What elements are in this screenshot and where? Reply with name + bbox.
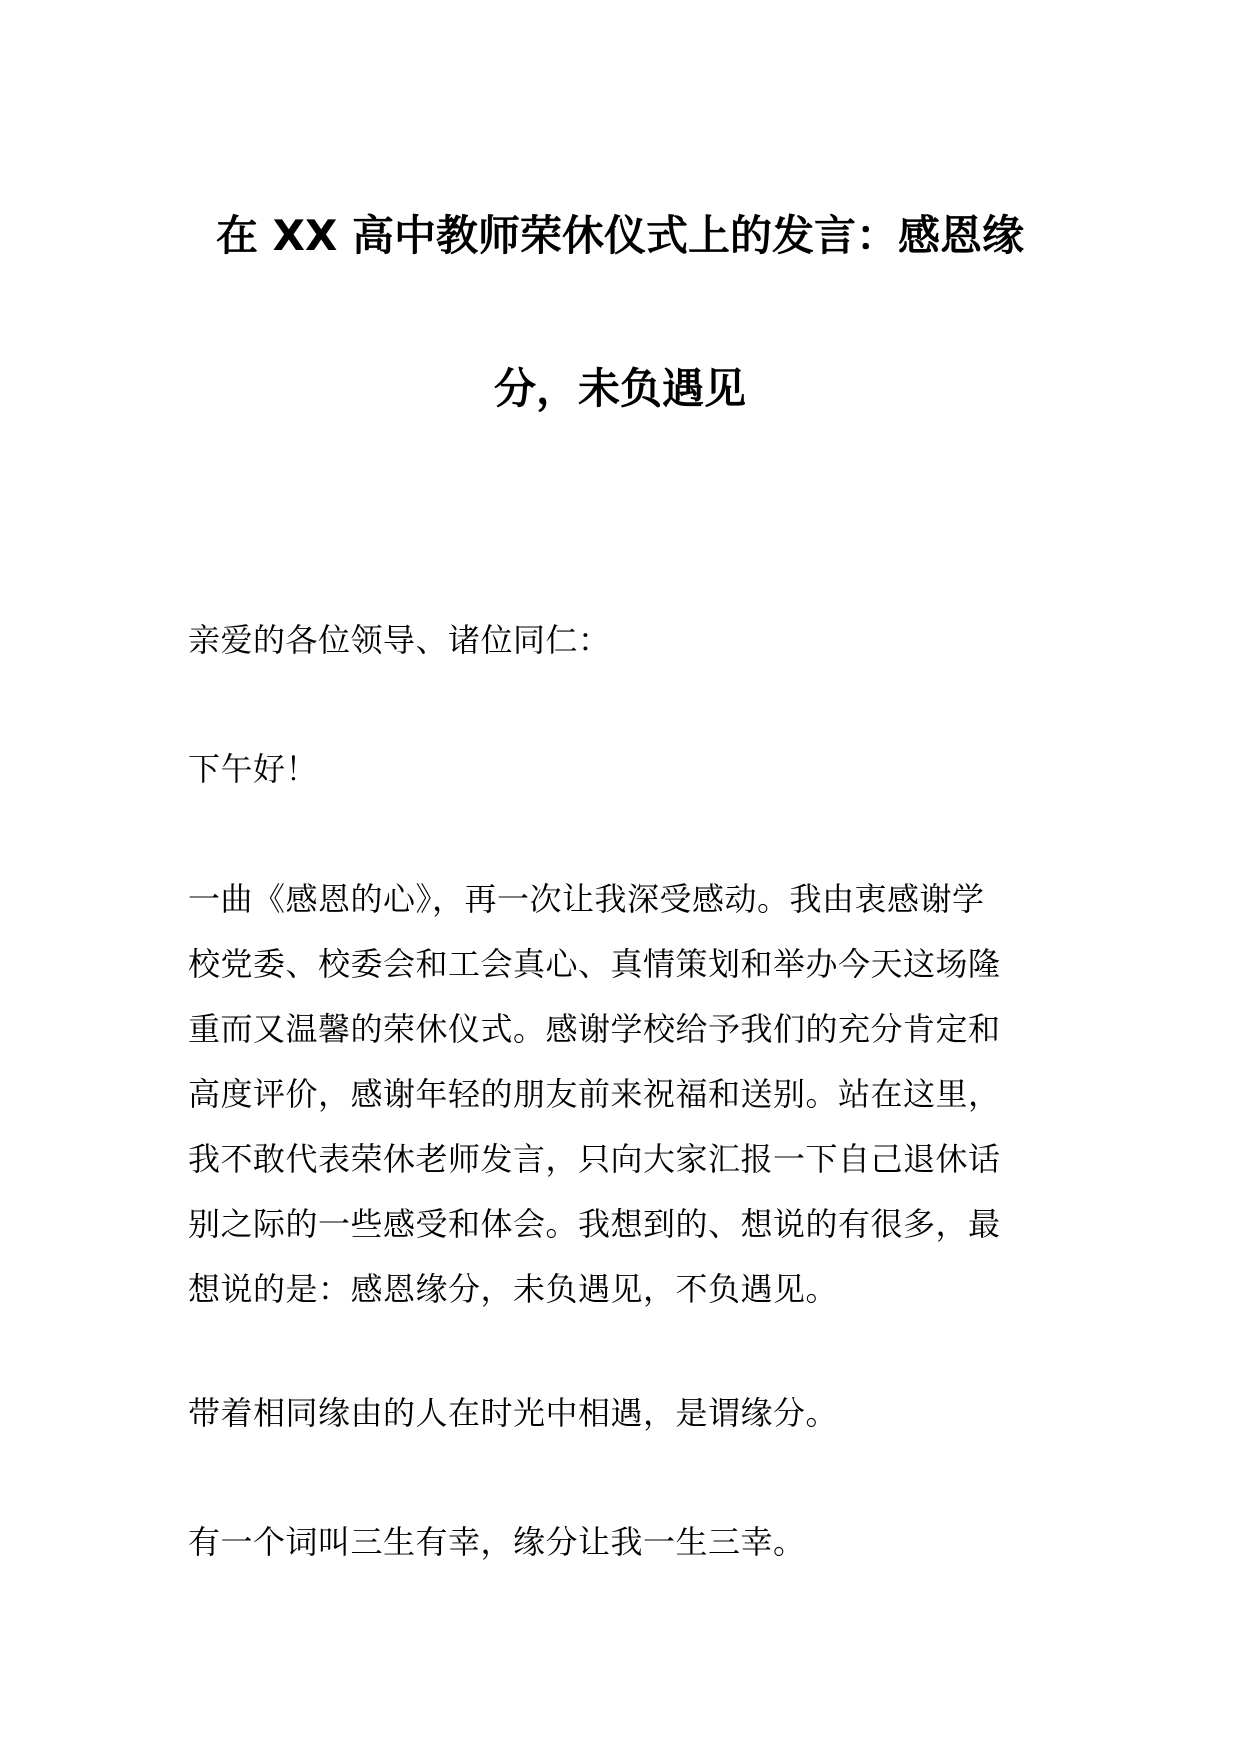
main-paragraph-line: 高度评价，感谢年轻的朋友前来祝福和送别。站在这里， xyxy=(188,1075,1001,1113)
main-paragraph-line: 一曲《感恩的心》，再一次让我深受感动。我由衷感谢学 xyxy=(188,880,985,918)
document-title-line-2: 分，未负遇见 xyxy=(493,364,746,413)
main-paragraph-line: 我不敢代表荣休老师发言，只向大家汇报一下自己退休话 xyxy=(188,1140,1001,1178)
greeting: 下午好！ xyxy=(188,750,319,788)
paragraph-luck: 有一个词叫三生有幸，缘分让我一生三幸。 xyxy=(188,1523,806,1561)
main-paragraph xyxy=(188,867,1058,1322)
salutation: 亲爱的各位领导、诸位同仁： xyxy=(188,621,611,659)
document-title-line-1: 在 XX 高中教师荣休仪式上的发言：感恩缘 xyxy=(215,211,1024,260)
main-paragraph-line: 别之际的一些感受和体会。我想到的、想说的有很多，最 xyxy=(188,1205,1001,1243)
paragraph-fate: 带着相同缘由的人在时光中相遇，是谓缘分。 xyxy=(188,1394,839,1432)
main-paragraph-line: 重而又温馨的荣休仪式。感谢学校给予我们的充分肯定和 xyxy=(188,1010,1001,1048)
main-paragraph-line: 想说的是：感恩缘分，未负遇见，不负遇见。 xyxy=(188,1270,839,1308)
main-paragraph-line: 校党委、校委会和工会真心、真情策划和举办今天这场隆 xyxy=(188,945,1001,983)
